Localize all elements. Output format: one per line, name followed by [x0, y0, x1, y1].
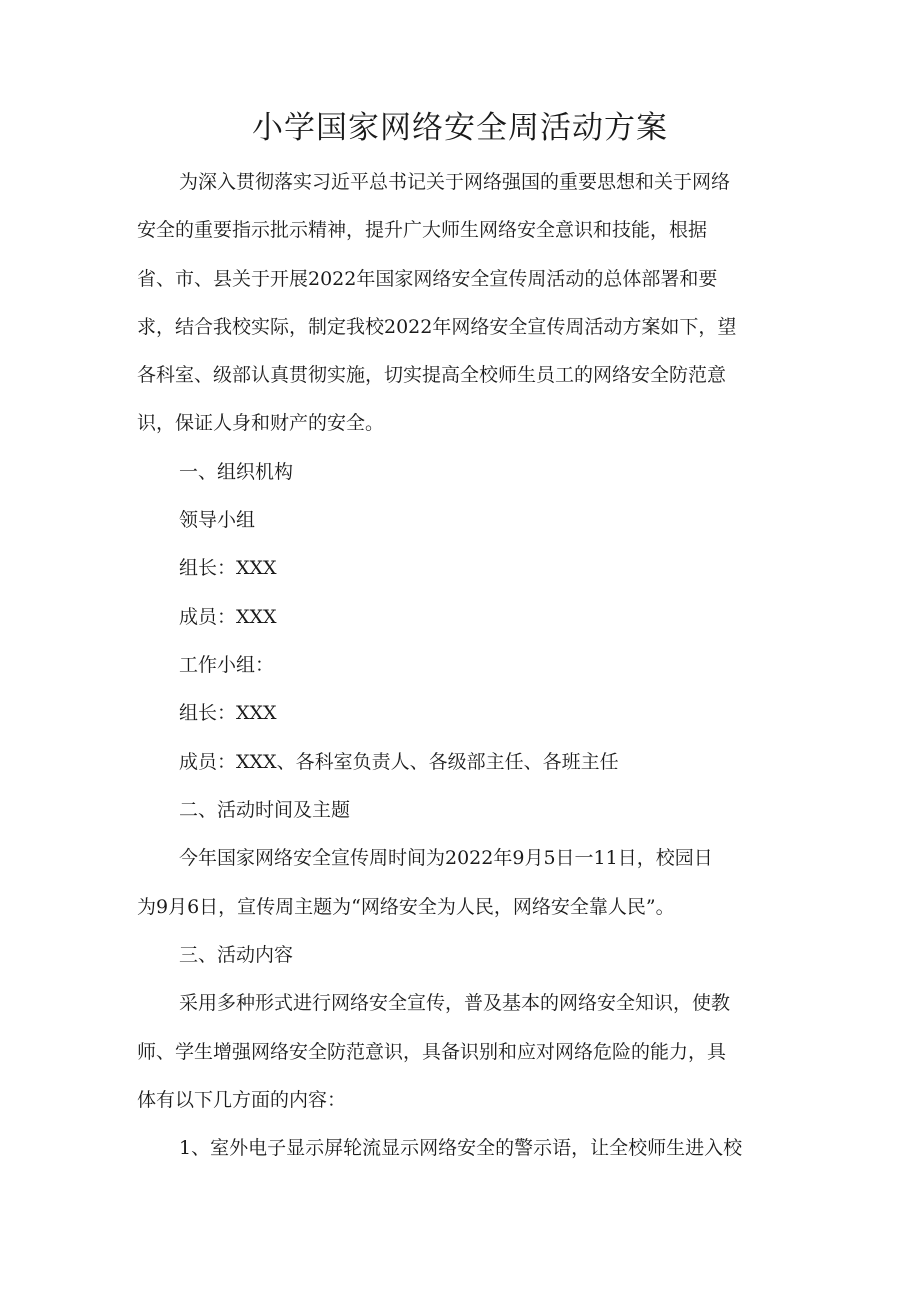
- paragraph-line: 省、市、县关于开展2022年国家网络安全宣传周活动的总体部署和要: [137, 268, 718, 290]
- document-title: 小学国家网络安全周活动方案: [252, 110, 668, 146]
- paragraph-line: 1、室外电子显示屏轮流显示网络安全的警示语，让全校师生进入校: [179, 1137, 743, 1159]
- paragraph-line: 体有以下几方面的内容：: [137, 1089, 347, 1111]
- paragraph-line: 为9月6日，宣传周主题为“网络安全为人民，网络安全靠人民”。: [137, 896, 675, 918]
- paragraph-line: 为深入贯彻落实习近平总书记关于网络强国的重要思想和关于网络: [179, 171, 731, 193]
- list-item: 成员：XXX、各科室负责人、各级部主任、各班主任: [179, 751, 619, 773]
- paragraph-line: 安全的重要指示批示精神，提升广大师生网络安全意识和技能，根据: [137, 219, 708, 241]
- list-item: 组长：XXX: [179, 702, 277, 724]
- paragraph-line: 各科室、级部认真贯彻实施，切实提高全校师生员工的网络安全防范意: [137, 364, 727, 386]
- list-item: 组长：XXX: [179, 557, 277, 579]
- paragraph-line: 采用多种形式进行网络安全宣传，普及基本的网络安全知识，使教: [179, 992, 731, 1014]
- section-heading: 一、组织机构: [179, 461, 294, 483]
- paragraph-line: 今年国家网络安全宣传周时间为2022年9月5日一11日，校园日: [179, 847, 713, 869]
- paragraph-line: 求，结合我校实际，制定我校2022年网络安全宣传周活动方案如下，望: [137, 316, 737, 338]
- subheading: 领导小组: [179, 509, 256, 531]
- paragraph-line: 识，保证人身和财产的安全。: [137, 412, 385, 434]
- section-heading: 二、活动时间及主题: [179, 799, 351, 821]
- list-item: 成员：XXX: [179, 606, 277, 628]
- section-heading: 三、活动内容: [179, 944, 294, 966]
- paragraph-line: 师、学生增强网络安全防范意识，具备识别和应对网络危险的能力，具: [137, 1041, 727, 1063]
- subheading: 工作小组：: [179, 654, 275, 676]
